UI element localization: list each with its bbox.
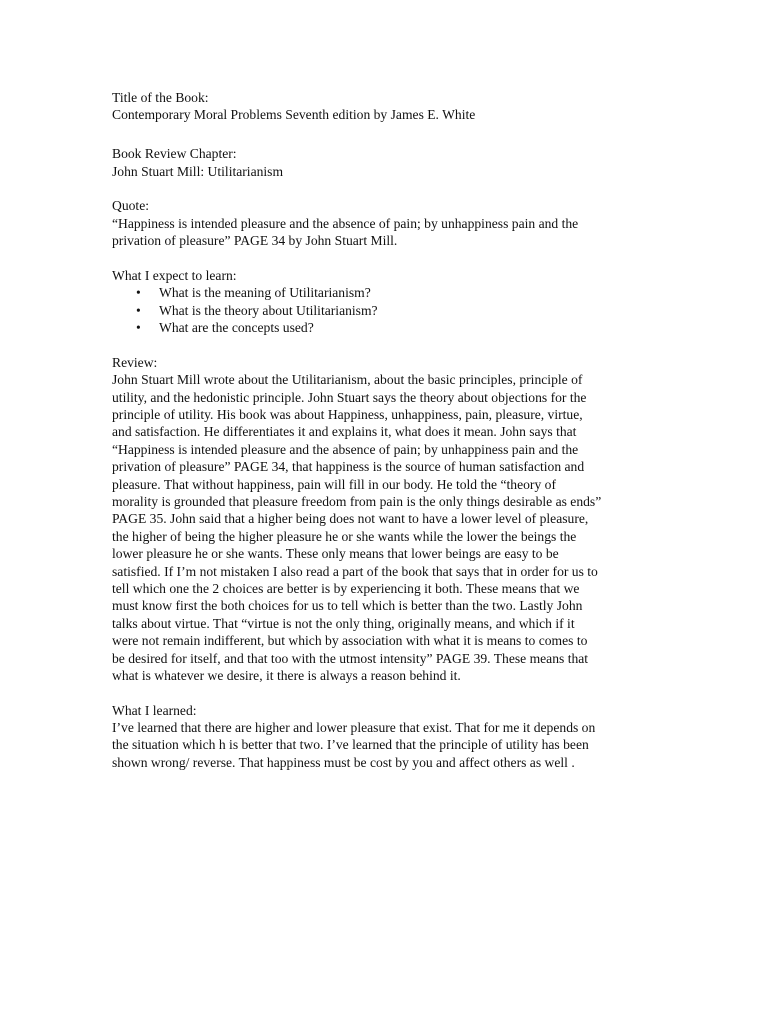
review-line: tell which one the 2 choices are better is by experiencing it both. These means that we [112,580,580,596]
expect-label: What I expect to learn: [112,267,237,283]
list-item [112,319,664,336]
review-line: what is whatever we desire, it there is always a reason behind it. [112,667,461,683]
expect-list [112,284,664,336]
review-line: privation of pleasure” PAGE 34, that happiness is the source of human satisfaction and [112,459,585,475]
review-label: Review: [112,354,158,370]
list-item-text: What are the concepts used? [159,320,314,336]
list-item-text: What is the meaning of Utilitarianism? [159,285,371,301]
spacer [112,124,664,141]
review-line: PAGE 35. John said that a higher being does not want to have a lower level of pleasure, [112,511,589,527]
spacer [112,250,664,267]
chapter-label: Book Review Chapter: [112,146,237,162]
list-item [112,302,664,319]
review-line: pleasure. That without happiness, pain will fill in our body. He told the “theory of [112,476,556,492]
review-line: “Happiness is intended pleasure and the absence of pain; by unhappiness pain and the [112,441,579,457]
review-line: utility, and the hedonistic principle. John Stuart says the theory about objections for the [112,389,587,405]
document-body [112,89,664,771]
spacer [112,336,664,353]
review-line: satisfied. If I’m not mistaken I also read a part of the book that says that in order for us to [112,563,598,579]
review-line: John Stuart Mill wrote about the Utilitarianism, about the basic principles, principle of [112,372,583,388]
learned-line: I’ve learned that there are higher and lower pleasure that exist. That for me it depends on [112,720,596,736]
review-line: lower pleasure he or she wants. These only means that lower beings are easy to be [112,546,559,562]
learned-line: shown wrong/ reverse. That happiness must be cost by you and affect others as well . [112,754,575,770]
spacer [112,684,664,701]
review-line: morality is grounded that pleasure freedom from pain is the only things desirable as ends” [112,493,602,509]
quote-label: Quote: [112,198,149,214]
review-line: were not remain indifferent, but which by association with what it is means to comes to [112,633,588,649]
bullet-icon: • [136,302,141,318]
title-label: Title of the Book: [112,90,209,105]
bullet-icon: • [136,320,141,336]
review-line: be desired for itself, and that too with the utmost intensity” PAGE 39. These means that [112,650,589,666]
review-line: the higher of being the higher pleasure he or she wants while the lower the beings the [112,528,577,544]
review-line: talks about virtue. That “virtue is not the only thing, originally means, and which if it [112,615,575,631]
quote-line: privation of pleasure” PAGE 34 by John Stuart Mill. [112,233,398,249]
list-item-text: What is the theory about Utilitarianism? [159,302,378,318]
learned-label: What I learned: [112,702,197,718]
title-value: Contemporary Moral Problems Seventh edition by James E. White [112,107,476,123]
quote-line: “Happiness is intended pleasure and the absence of pain; by unhappiness pain and the [112,215,579,231]
list-item [112,284,664,301]
chapter-value: John Stuart Mill: Utilitarianism [112,163,284,179]
review-line: and satisfaction. He differentiates it and explains it, what does it mean. John says that [112,424,577,440]
spacer [112,180,664,197]
bullet-icon: • [136,285,141,301]
review-line: principle of utility. His book was about Happiness, unhappiness, pain, pleasure, virtue, [112,407,583,423]
review-line: must know first the both choices for us to tell which is better than the two. Lastly John [112,598,583,614]
learned-line: the situation which h is better that two. I’ve learned that the principle of utility has been [112,737,589,753]
